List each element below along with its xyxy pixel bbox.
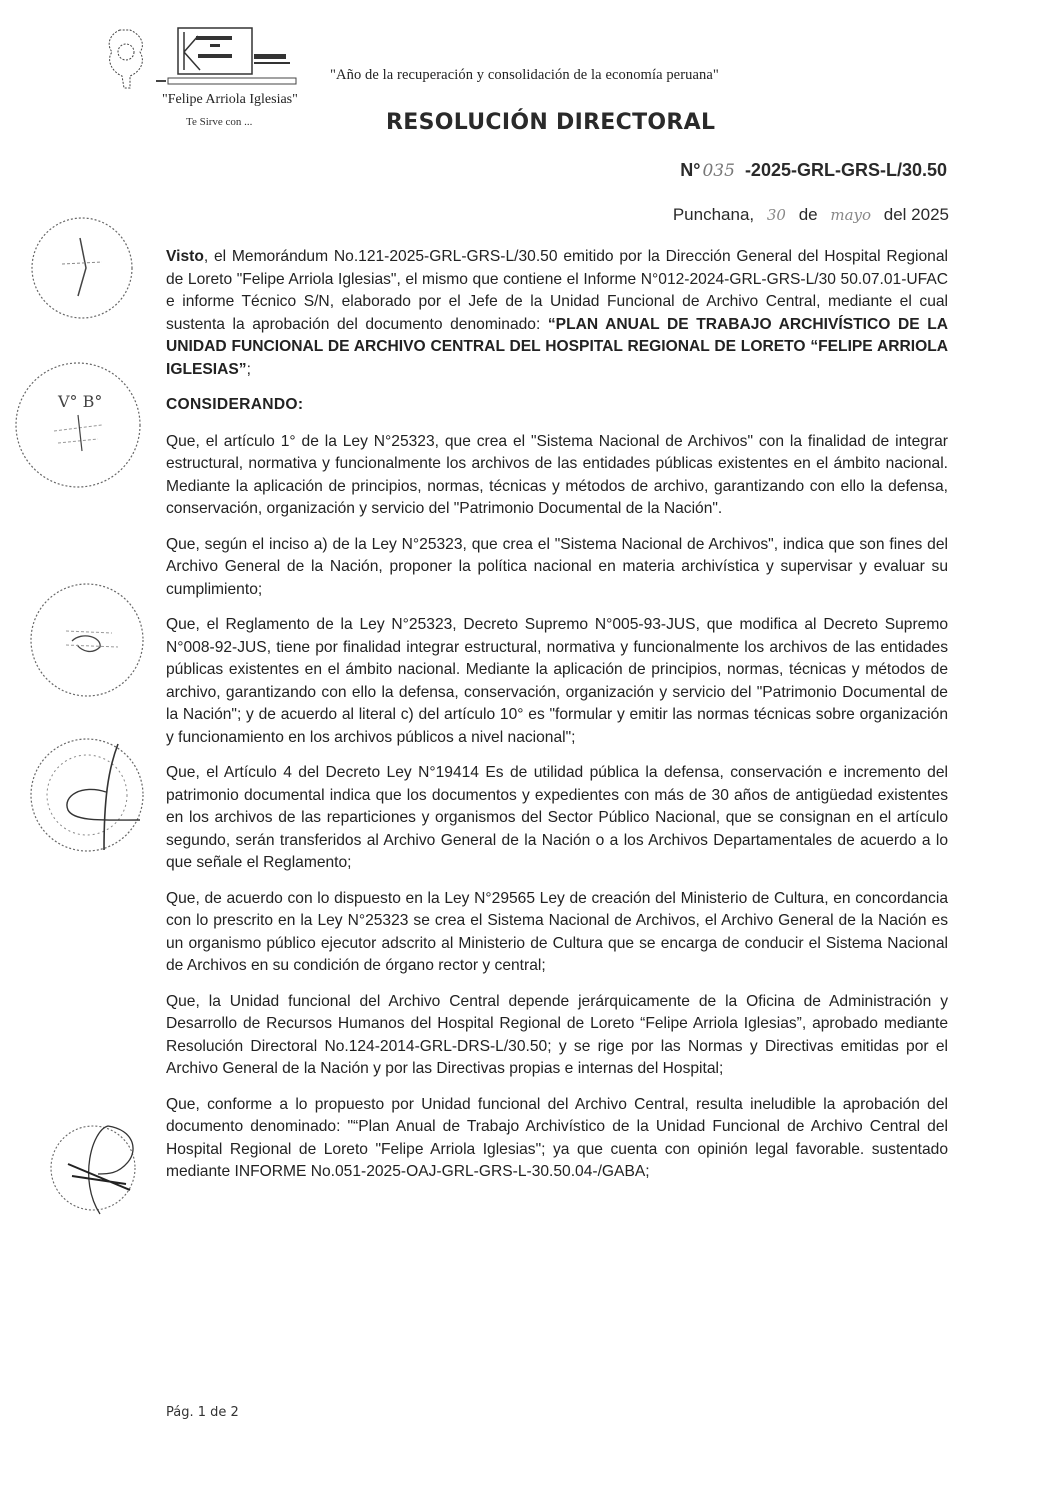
year-text: del 2025 bbox=[883, 205, 949, 224]
considerando-paragraph: Que, la Unidad funcional del Archivo Central depende jerárquicamente de la Oficina de Administración y Desarrollo de Recursos Humanos del Hospital Regional de Loreto “Felipe Arriola Iglesias”, aprobado mediante Resolución Directoral No.124-2014-GRL-DRS-L/30.50; y se rige por las Normas y Directivas emitidas por el Archivo General de la Nación y por las Directivas propias e internas del Hospital; bbox=[166, 992, 948, 1077]
svg-text:V° B°: V° B° bbox=[58, 392, 103, 411]
month-handwritten: mayo bbox=[830, 206, 872, 224]
document-body bbox=[166, 246, 948, 1197]
considerando-paragraph: Que, el artículo 1° de la Ley N°25323, que crea el "Sistema Nacional de Archivos" con la finalidad de integrar estructural, normativa y funcionalmente los archivos de las entidades públicas existentes en el ámbito nacional. Mediante la aplicación de principios, normas, técnicas y métodos de archivo, garantizando con ello la defensa, conservación, organización y servicio del "Patrimonio Documental de la Nación". bbox=[166, 432, 948, 517]
considerando-paragraph: Que, de acuerdo con lo dispuesto en la Ley N°29565 Ley de creación del Ministerio de Cultura, en concordancia con lo prescrito en la Ley N°25323 se crea el Sistema Nacional de Archivos, el Archivo General de la Nación es un organismo público ejecutor adscrito al Ministerio de Cultura que se encarga de conducir el Sistema Nacional de Archivos en su condición de órgano rector y central; bbox=[166, 889, 948, 974]
signature-seal-icon bbox=[38, 1110, 148, 1220]
place: Punchana, bbox=[672, 205, 755, 224]
considerando-paragraph: Que, el Reglamento de la Ley N°25323, Decreto Supremo N°005-93-JUS, que modifica al Decreto Supremo N°008-92-JUS, tiene por finalidad integrar estructural, normativa y funcionalmente los archivos de las entidades públicas existentes en el ámbito nacional. Mediante la aplicación de principios, normas, técnicas y métodos de archivo, garantizando con ello la defensa, conservación, organización y servicio del "Patrimonio Documental de la Nación"; y de acuerdo al literal c) del artículo 10° es "formular y emitir las normas técnicas sobre organización y funcionamiento en los archivos públicos a nivel nacional"; bbox=[166, 616, 948, 746]
number-handwritten: 035 bbox=[702, 161, 735, 181]
document-number bbox=[680, 160, 947, 181]
logo-tagline: Te Sirve con ... bbox=[186, 116, 253, 128]
hospital-crest-icon bbox=[98, 22, 298, 92]
legal-office-stamp-icon bbox=[22, 730, 152, 860]
date-de: de bbox=[798, 205, 818, 224]
considerando-paragraph: Que, conforme a lo propuesto por Unidad funcional del Archivo Central, resulta ineludible la aprobación del documento denominado: "“Plan Anual de Trabajo Archivístico de la Unidad Funcional de Archivo Central del Hospital Regional de Loreto "Felipe Arriola Iglesias"; ya que cuenta con opinión legal favorable. sustentado mediante INFORME No.051-2025-OAJ-GRL-GRS-L-30.50.04-/GABA; bbox=[166, 1095, 948, 1180]
page-number: Pág. 1 de 2 bbox=[166, 1405, 239, 1420]
day-handwritten: 30 bbox=[766, 206, 786, 224]
considerando-paragraph: Que, el Artículo 4 del Decreto Ley N°19414 Es de utilidad pública la defensa, conservación e incremento del patrimonio documental indica que los documentos y expedientes con más de 30 años de antigüedad existentes en los archivos de las reparticiones y organismos del Sector Público Nacional, que se consignan en el artículo segundo, serán transferidos al Archivo General de la Nación o a los Archivos Departamentales de acuerdo a lo que señale el Reglamento; bbox=[166, 764, 948, 871]
hospital-logo bbox=[98, 22, 298, 134]
visto-label: Visto bbox=[166, 248, 204, 265]
visto-bueno-stamp-icon bbox=[8, 355, 148, 495]
considerando-paragraph: Que, según el inciso a) de la Ley N°25323, que crea el "Sistema Nacional de Archivos", indica que son fines del Archivo General de la Nación, proponer la política nacional en materia archivística y supervisar y evaluar su cumplimiento; bbox=[166, 535, 948, 598]
logo-name: "Felipe Arriola Iglesias" bbox=[162, 92, 298, 107]
direction-stamp-icon bbox=[22, 208, 142, 328]
visto-paragraph bbox=[166, 246, 948, 381]
hr-office-stamp-icon bbox=[22, 575, 152, 705]
document-title: RESOLUCIÓN DIRECTORAL bbox=[386, 110, 716, 135]
year-motto: "Año de la recuperación y consolidación de la economía peruana" bbox=[330, 67, 719, 83]
place-date bbox=[673, 205, 949, 225]
visto-bold-title: “PLAN ANUAL DE TRABAJO ARCHIVÍSTICO DE LA UNIDAD FUNCIONAL DE ARCHIVO CENTRAL DEL HOSPITAL REGIONAL DE LORETO “FELIPE ARRIOLA IGLESIAS” bbox=[166, 315, 948, 378]
number-prefix: N° bbox=[680, 160, 701, 180]
number-suffix: -2025-GRL-GRS-L/30.50 bbox=[744, 160, 947, 180]
visto-text: , el Memorándum No.121-2025-GRL-GRS-L/30.50 emitido por la Dirección General del Hospital Regional de Loreto "Felipe Arriola Iglesias", el mismo que contiene el Informe N°012-2024-GRL-GRS-L/30 50.07.01-UFAC e informe Técnico S/N, elaborado por el Jefe de la Unidad Funcional de Archivo Central, mediante el cual sustenta la aprobación del documento denominado: bbox=[166, 248, 948, 333]
considerando-heading: CONSIDERANDO: bbox=[166, 396, 304, 413]
visto-end: ; bbox=[246, 360, 251, 378]
